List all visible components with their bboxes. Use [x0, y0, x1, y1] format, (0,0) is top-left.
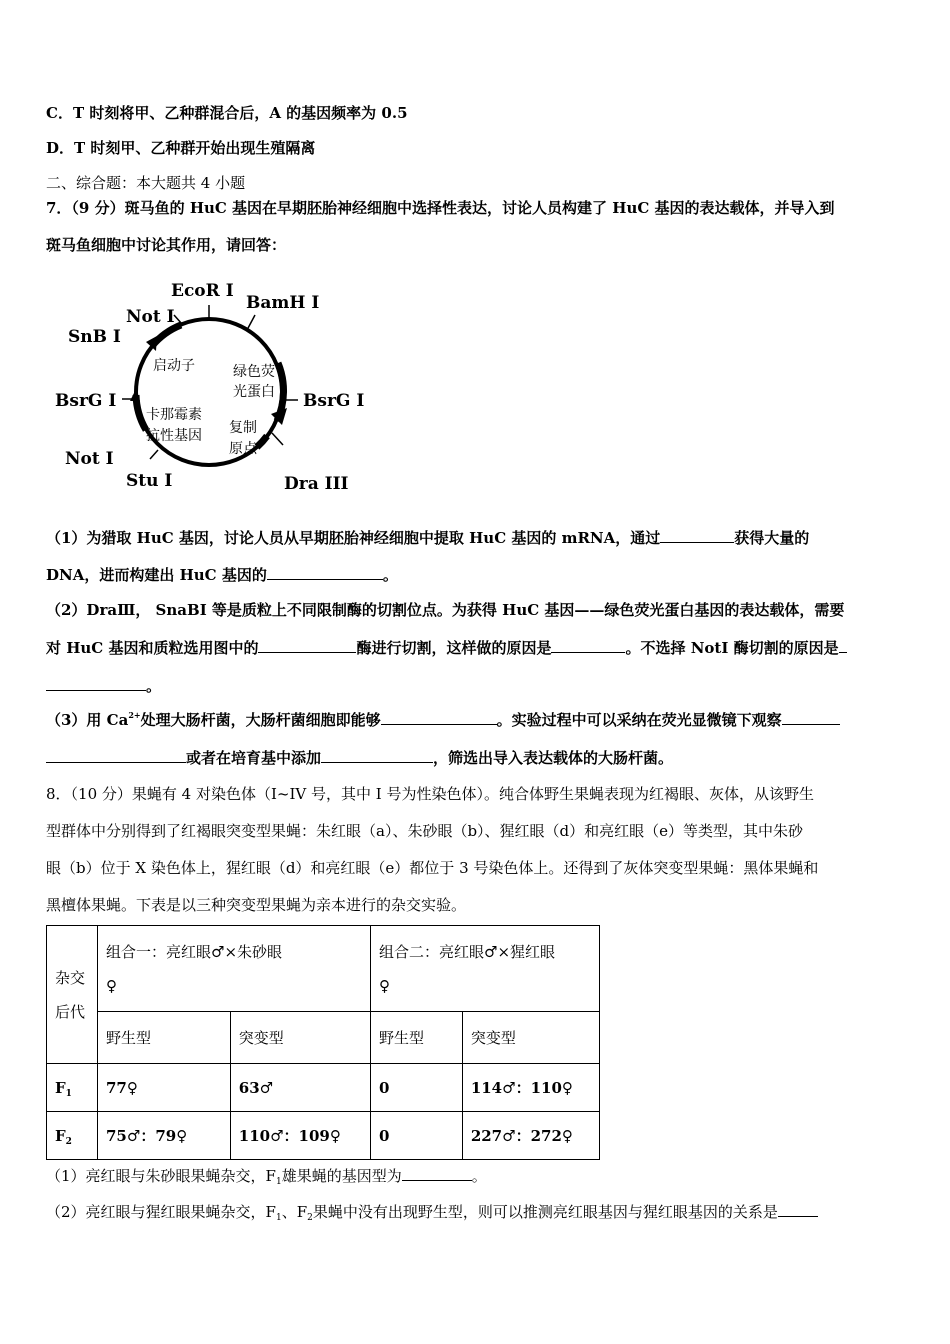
subscript: 2	[307, 1213, 313, 1223]
bamh-tick	[247, 315, 255, 330]
q7-part2-text-c: 。不选择 NotI 酶切割的原因是	[625, 639, 839, 657]
row-label	[47, 1064, 98, 1112]
label-gfp-1: 绿色荧	[233, 364, 275, 380]
superscript: 2+	[128, 710, 141, 720]
q7-part3-line1	[46, 710, 840, 730]
answer-blank[interactable]	[321, 748, 433, 763]
q7-stem-line2: 斑马鱼细胞中讨论其作用，请回答：	[46, 236, 287, 254]
cell: 75♂：79♀	[98, 1112, 231, 1160]
stu-tick	[150, 450, 158, 459]
q8-stem-line3: 眼（b）位于 X 染色体上，猩红眼（d）和亮红眼（e）都位于 3 号染色体上。还得到了灰体突变型果蝇：黑体果蝇和	[46, 859, 819, 877]
answer-blank[interactable]	[258, 638, 356, 653]
q8-part1-text-a: （1）亮红眼与朱砂眼果蝇杂交，F	[46, 1167, 276, 1185]
answer-blank[interactable]	[660, 528, 734, 543]
site-bsrg-right: BsrG I	[303, 391, 365, 411]
q8-part1	[46, 1166, 487, 1186]
q7-part1-text-c: DNA，进而构建出 HuC 基因的	[46, 566, 267, 584]
q7-part2-line3	[46, 676, 161, 696]
cell: 0	[371, 1064, 463, 1112]
q7-part2-line1: （2）DraⅢ， SnaBI 等是质粒上不同限制酶的切割位点。为获得 HuC 基因——绿色荧光蛋白基因的表达载体，需要	[46, 601, 845, 619]
answer-blank[interactable]	[782, 710, 840, 725]
group2-header	[371, 926, 600, 1012]
q7-part2-text-a: 对 HuC 基因和质粒选用图中的	[46, 639, 259, 657]
site-snb: SnB I	[68, 327, 121, 347]
cell: 0	[371, 1112, 463, 1160]
table-row	[47, 1112, 600, 1160]
subscript: 2	[65, 1136, 72, 1147]
q8-part2-text-mid: 、F	[281, 1203, 308, 1221]
q8-stem-line2: 型群体中分别得到了红褐眼突变型果蝇：朱红眼（a）、朱砂眼（b）、猩红眼（d）和亮红眼（e）等类型，其中朱砂	[46, 822, 804, 840]
site-dra: Dra III	[284, 474, 349, 494]
subscript: 1	[275, 1213, 282, 1223]
row-label-text: F	[55, 1126, 66, 1145]
q7-part2-line2	[46, 638, 847, 658]
ori-segment	[257, 436, 267, 447]
site-stu: Stu I	[126, 471, 173, 491]
label-promoter: 启动子	[153, 358, 195, 374]
q7-part3-text-e: ，筛选出导入表达载体的大肠杆菌。	[433, 749, 674, 767]
cell: 63♂	[230, 1064, 370, 1112]
site-bamh: BamH I	[246, 293, 320, 313]
q7-part1-line2	[46, 565, 398, 585]
label-ori-2: 原点	[229, 441, 257, 457]
cell: 110♂：109♀	[230, 1112, 370, 1160]
answer-blank[interactable]	[267, 565, 383, 580]
corner-line2: 后代	[55, 1002, 86, 1021]
answer-blank[interactable]	[46, 676, 146, 691]
q7-part3-line2	[46, 748, 673, 768]
q7-part1-text-a: （1）为猎取 HuC 基因，讨论人员从早期胚胎神经细胞中提取 HuC 基因的 mRNA，通过	[46, 529, 661, 547]
answer-blank[interactable]	[402, 1166, 472, 1181]
site-not-top: Not I	[126, 307, 175, 327]
q7-part3-text-a: （3）用 Ca	[46, 711, 129, 729]
site-bsrg-left: BsrG I	[55, 391, 117, 411]
q8-stem-line4: 黑檀体果蝇。下表是以三种突变型果蝇为亲本进行的杂交实验。	[46, 896, 467, 914]
q7-part3-text-c: 。实验过程中可以采纳在荧光显微镜下观察	[496, 711, 782, 729]
q7-part1-text-d: 。	[382, 566, 398, 584]
row-label	[47, 1112, 98, 1160]
q8-part2-text-a: （2）亮红眼与猩红眼果蝇杂交，F	[46, 1203, 276, 1221]
q7-stem-line1: 7．（9 分）斑马鱼的 HuC 基因在早期胚胎神经细胞中选择性表达，讨论人员构建了 HuC 基因的表达载体，并导入到	[46, 199, 835, 217]
label-kan-2: 抗性基因	[146, 428, 202, 444]
group1-line1: 组合一：亮红眼♂×朱砂眼	[106, 942, 283, 961]
q7-part1-text-b: 获得大量的	[734, 529, 810, 547]
answer-blank[interactable]	[778, 1202, 818, 1217]
q7-part1-line1	[46, 528, 809, 548]
answer-blank[interactable]	[46, 748, 186, 763]
q7-part2-text-d: 。	[146, 677, 162, 695]
cross-results-table	[46, 925, 600, 1160]
subscript: 1	[275, 1177, 282, 1187]
q7-part3-text-d: 或者在培育基中添加	[186, 749, 322, 767]
plasmid-diagram	[50, 275, 390, 500]
q8-stem-line1: 8．（10 分）果蝇有 4 对染色体（I~IV 号，其中 I 号为性染色体）。纯合体野生果蝇表现为红褐眼、灰体，从该野生	[46, 785, 814, 803]
col-mutant-2: 突变型	[462, 1012, 599, 1064]
cell: 114♂：110♀	[462, 1064, 599, 1112]
cell: 227♂：272♀	[462, 1112, 599, 1160]
answer-blank[interactable]	[551, 638, 625, 653]
label-ori-1: 复制	[229, 420, 257, 436]
subscript: 1	[65, 1088, 72, 1099]
q8-part2	[46, 1202, 818, 1222]
section-heading: 二、综合题：本大题共 4 小题	[46, 174, 246, 192]
q7-part2-text-b: 酶进行切割，这样做的原因是	[356, 639, 552, 657]
q8-part1-text-c: 。	[471, 1167, 487, 1185]
group2-line2: ♀	[379, 976, 390, 995]
site-ecor: EcoR I	[171, 281, 234, 301]
q7-part3-text-b: 处理大肠杆菌，大肠杆菌细胞即能够	[140, 711, 381, 729]
table-row	[47, 1064, 600, 1112]
option-d: D．T 时刻甲、乙种群开始出现生殖隔离	[46, 139, 316, 157]
group2-line1: 组合二：亮红眼♂×猩红眼	[379, 942, 556, 961]
row-label-text: F	[55, 1078, 66, 1097]
answer-blank[interactable]	[381, 710, 497, 725]
q8-part1-text-b: 雄果蝇的基因型为	[281, 1167, 402, 1185]
group1-header	[98, 926, 371, 1012]
cell: 77♀	[98, 1064, 231, 1112]
site-not-bottom: Not I	[65, 449, 114, 469]
group1-line2: ♀	[106, 976, 117, 995]
col-wild-2: 野生型	[371, 1012, 463, 1064]
corner-line1: 杂交	[55, 968, 86, 987]
col-wild-1: 野生型	[98, 1012, 231, 1064]
col-mutant-1: 突变型	[230, 1012, 370, 1064]
q8-part2-text-b: 果蝇中没有出现野生型，则可以推测亮红眼基因与猩红眼基因的关系是	[312, 1203, 778, 1221]
label-gfp-2: 光蛋白	[233, 384, 275, 400]
option-c: C．T 时刻将甲、乙种群混合后，A 的基因频率为 0.5	[46, 104, 408, 122]
label-kan-1: 卡那霉素	[146, 407, 202, 423]
table-corner	[47, 926, 98, 1064]
answer-blank[interactable]	[839, 638, 847, 653]
dra-tick	[272, 433, 283, 445]
